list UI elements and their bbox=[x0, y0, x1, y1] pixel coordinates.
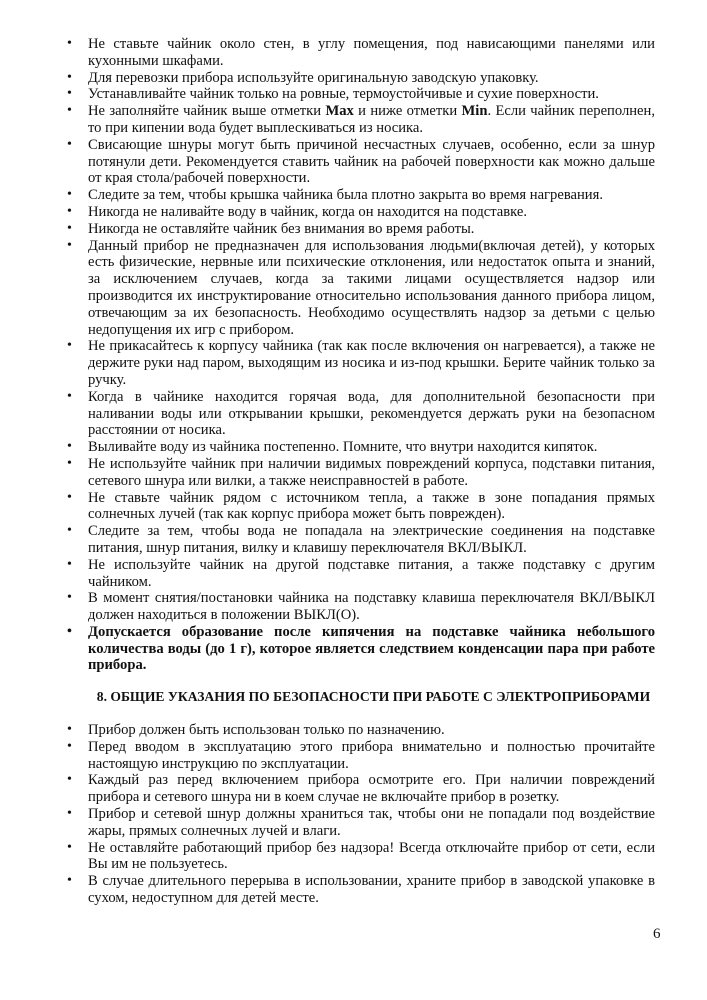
list-item: • Для перевозки прибора используйте оригинальную заводскую упаковку. bbox=[88, 70, 655, 87]
text: . Если чайник переполнен, то при кипении вода будет выплескиваться из носика. bbox=[88, 103, 655, 136]
safety-precautions-list bbox=[88, 36, 655, 674]
list-item: • Никогда не наливайте воду в чайник, когда он находится на подставке. bbox=[88, 204, 655, 221]
text: Не заполняйте чайник выше отметки bbox=[88, 103, 326, 120]
list-item: • В момент снятия/постановки чайника на подставку клавиша переключателя ВКЛ/ВЫКЛ должен находиться в положении ВЫКЛ(О). bbox=[88, 590, 655, 624]
list-item: • Не оставляйте работающий прибор без надзора! Всегда отключайте прибор от сети, если Вы им не пользуетесь. bbox=[88, 840, 655, 874]
list-item: • Данный прибор не предназначен для использования людьми(включая детей), у которых есть физические, нервные или психические отклонения, или недостаток опыта и знаний, за исключением случаев, когда за такими лицами осуществляется надзор или производится их инструктирование относительно использования данного прибора лицом, отвечающим за их безопасность. Необходимо осуществлять надзор за детьми с целью недопущения их игр с прибором. bbox=[88, 238, 655, 339]
max-mark: Max bbox=[325, 103, 354, 120]
list-item: • Каждый раз перед включением прибора осмотрите его. При наличии повреждений прибора и сетевого шнура ни в коем случае не включайте прибор в розетку. bbox=[88, 772, 655, 806]
min-mark: Min bbox=[461, 103, 488, 120]
list-item: • Свисающие шнуры могут быть причиной несчастных случаев, особенно, если за шнур потянули дети. Рекомендуется ставить чайник на рабочей поверхности как можно дальше от края стола/рабочей поверхности. bbox=[88, 137, 655, 187]
list-item bbox=[88, 103, 655, 137]
list-item: • Не ставьте чайник около стен, в углу помещения, под нависающими панелями или кухонными шкафами. bbox=[88, 36, 655, 70]
list-item: • Устанавливайте чайник только на ровные, термоустойчивые и сухие поверхности. bbox=[88, 86, 655, 103]
list-item: • Никогда не оставляйте чайник без внимания во время работы. bbox=[88, 221, 655, 238]
text: и ниже отметки bbox=[353, 103, 462, 120]
list-item: • Следите за тем, чтобы вода не попадала на электрические соединения на подставке питания, шнур питания, вилку и клавишу переключателя ВКЛ/ВЫКЛ. bbox=[88, 523, 655, 557]
list-item: • Следите за тем, чтобы крышка чайника была плотно закрыта во время нагревания. bbox=[88, 187, 655, 204]
list-item: • Не используйте чайник при наличии видимых повреждений корпуса, подставки питания, сетевого шнура или вилки, а также неисправностей в работе. bbox=[88, 456, 655, 490]
page-number: 6 bbox=[653, 926, 661, 942]
section-heading: 8. ОБЩИЕ УКАЗАНИЯ ПО БЕЗОПАСНОСТИ ПРИ РАБОТЕ С ЭЛЕКТРОПРИБОРАМИ bbox=[96, 689, 651, 704]
list-item: • Прибор должен быть использован только по назначению. bbox=[88, 722, 655, 739]
list-item: • Не прикасайтесь к корпусу чайника (так как после включения он нагревается), а также не держите руки над паром, выходящим из носика и из-под крышки. Берите чайник только за ручку. bbox=[88, 338, 655, 388]
list-item: • Не используйте чайник на другой подставке питания, а также подставку с другим чайником. bbox=[88, 557, 655, 591]
list-item: • Когда в чайнике находится горячая вода, для дополнительной безопасности при наливании воды или открывании крышки, рекомендуется держать руки на безопасном расстоянии от носика. bbox=[88, 389, 655, 439]
general-safety-list bbox=[88, 722, 655, 907]
list-item-bold-note: • Допускается образование после кипячения на подставке чайника небольшого количества воды (до 1 г), которое является следствием конденсации пара при работе прибора. bbox=[88, 624, 655, 674]
list-item: • Не ставьте чайник рядом с источником тепла, а также в зоне попадания прямых солнечных лучей (так как корпус прибора может быть поврежден). bbox=[88, 490, 655, 524]
list-item: • Прибор и сетевой шнур должны храниться так, чтобы они не попадали под воздействие жары, прямых солнечных лучей и влаги. bbox=[88, 806, 655, 840]
list-item: • Выливайте воду из чайника постепенно. Помните, что внутри находится кипяток. bbox=[88, 439, 655, 456]
list-item: • Перед вводом в эксплуатацию этого прибора внимательно и полностью прочитайте настоящую инструкцию по эксплуатации. bbox=[88, 739, 655, 773]
list-item: • В случае длительного перерыва в использовании, храните прибор в заводской упаковке в сухом, недоступном для детей месте. bbox=[88, 873, 655, 907]
